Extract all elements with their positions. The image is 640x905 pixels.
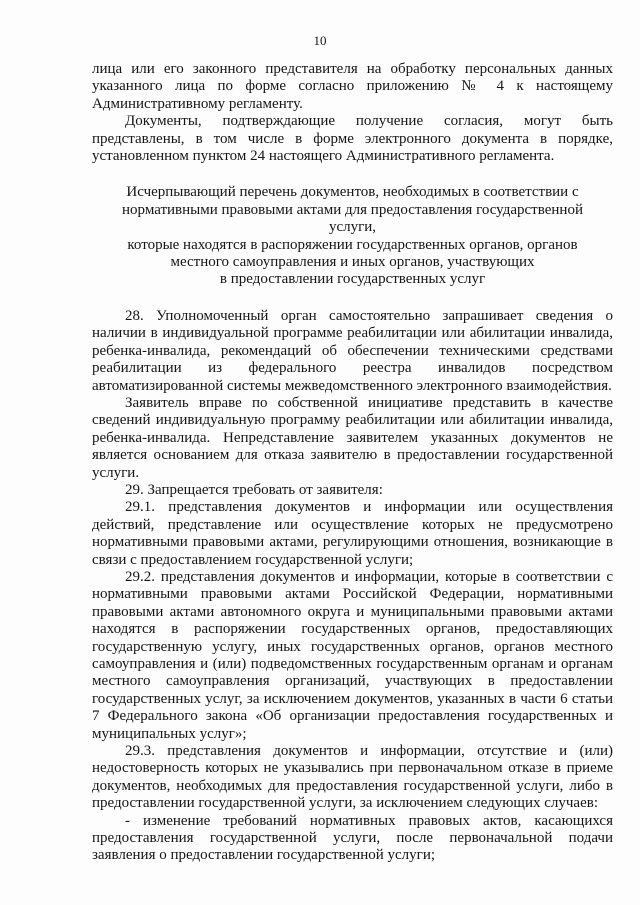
paragraph-29: 29. Запрещается требовать от заявителя: — [125, 481, 383, 498]
section-heading-line: нормативными правовыми актами для предоставления государственной услуги, — [122, 201, 583, 236]
page-number: 10 — [313, 33, 327, 48]
spacer — [92, 289, 613, 308]
paragraph-28: 28. Уполномоченный орган самостоятельно запрашивает сведения о наличии в индивидуальной программе реабилитации или абилитации инвалида, ребенка-инвалида, рекомендаций об обеспечении техническими средствами реабилитации из федерального реестра инвалидов посредством автоматизированной системы межведомственного электронного взаимодействия. — [92, 307, 613, 394]
continuation-paragraph: лица или его законного представителя на обработку персональных данных указанного лица по форме согласно приложению № 4 к настоящему Административному регламенту. — [92, 61, 613, 112]
list-item: - изменение требований нормативных правовых актов, касающихся предоставления государственной услуги, после первоначальной подачи заявления о предоставлении государственной услуги; — [92, 812, 613, 864]
section-heading-line: в предоставлении государственных услуг — [219, 271, 486, 288]
paragraph-29-1: 29.1. представления документов и информации или осуществления действий, представление или осуществление которых не предусмотрено нормативными правовыми актами, регулирующими отношения, возникающие в связи с предоставлением государственной услуги; — [92, 499, 613, 568]
section-heading-line: Исчерпывающий перечень документов, необходимых в соответствии с — [126, 184, 579, 201]
paragraph-29-3: 29.3. представления документов и информации, отсутствие и (или) недостоверность которых не указывались при первоначальном отказе в приеме документов, необходимых для предоставления государственной услуги, либо в предоставлении государственной услуги, за исключением следующих случаев: — [92, 743, 613, 812]
section-heading — [92, 184, 613, 288]
section-heading-line: местного самоуправления и иных органов, участвующих — [170, 254, 535, 271]
document-body — [92, 61, 613, 865]
applicant-initiative-paragraph: Заявитель вправе по собственной инициативе представить в качестве сведений индивидуальную программу реабилитации или абилитации инвалида, ребенка-инвалида. Непредставление заявителем указанных документов не является основанием для отказа заявителю в предоставлении государственной услуги. — [92, 394, 613, 481]
consent-documents-paragraph: Документы, подтверждающие получение согласия, могут быть представлены, в том числе в форме электронного документа в порядке, установленном пунктом 24 настоящего Административного регламента. — [92, 113, 613, 165]
section-heading-line: которые находятся в распоряжении государственных органов, органов — [127, 236, 578, 253]
spacer — [92, 165, 613, 184]
paragraph-29-2: 29.2. представления документов и информации, которые в соответствии с нормативными правовыми актами Российской Федерации, нормативными правовыми актами автономного округа и муниципальными правовыми актами находятся в распоряжении государственных органов, предоставляющих государственную услугу, иных государственных органов, органов местного самоуправления и (или) подведомственных государственным органам и органам местного самоуправления организаций, участвующих в предоставлении государственных услуг, за исключением документов, указанных в части 6 статьи 7 Федерального закона «Об организации предоставления государственных и муниципальных услуг»; — [92, 568, 613, 742]
